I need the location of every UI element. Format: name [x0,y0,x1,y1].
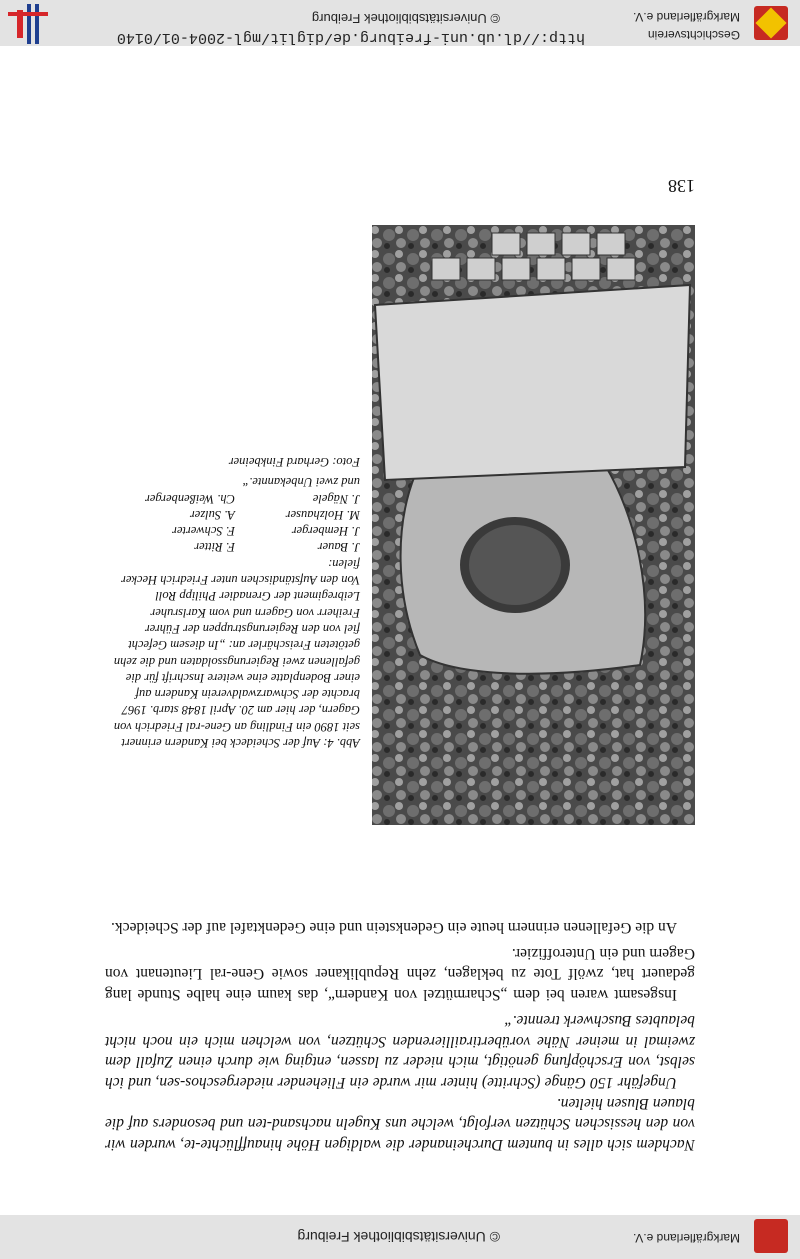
name-row [110,523,360,539]
header-url: http://dl.ub.uni-freiburg.de/diglit/mgl-2004-01/0140 [116,29,585,46]
name-left: M. Holzhauser [285,507,360,522]
name-row [110,490,360,506]
header-society-sub: Markgräflerland e.V. [633,10,740,24]
ub-freiburg-logo-icon [8,4,48,44]
header-bar [0,0,800,46]
name-row [110,539,360,555]
name-row [110,507,360,523]
header-society: Geschichtsverein [647,28,740,42]
photo-caption [110,454,360,751]
paragraph-1: Nachdem sich alles in buntem Durcheinander die waldigen Höhe hinaufflüchte-te, wurden wir von den hessischen Schützen verfolgt, welche uns Kugeln nachsand-ten und besonders auf die blauen Blusen hielten. [105,1095,695,1153]
header-library: © Universitätsbibliothek Freiburg [311,11,500,26]
memorial-photo [372,225,695,825]
footer-bar [0,1215,800,1259]
paragraph-4: An die Gefallenen erinnern heute ein Gedenkstein und eine Gedenktafel auf der Scheideck. [111,919,677,936]
caption-text: Abb. 4: Auf der Scheideck bei Kandern erinnert seit 1890 ein Findling an Gene-ral Friedrich von Gagern, der hier am 20. April 1848 starb. 1967 brachte der Schwarzwaldverein Kandern auf einer Bodenplatte eine weitere Inschrift für die gefallenen zwei Regierungssoldaten und die zehn getöteten Freischärler an: „In diesem Gefecht fiel von den Regierungstruppen der Führer Freiherr von Gagern und vom Karlsruher Leibregiment der Grenadier Philipp Roll [113,589,360,750]
name-right: F. Ritter [194,540,235,555]
name-right: A. Sulzer [189,507,235,522]
paragraph-3: Insgesamt waren bei dem „Scharmützel von Kandern“, das kaum eine halbe Stunde lang gedauert hat, zwölf Tote zu beklagen, zehn Republikaner sowie Gene-ral Lieutenant von Gagern und ein Unteroffizier. [105,945,695,1003]
society-logo-icon [754,6,788,40]
name-left: J. Hemberger [291,524,360,539]
caption-tail: und zwei Unbekannte.“ [242,475,360,490]
name-left: J. Nägele [312,491,360,506]
paragraph-2: Ungefähr 150 Gänge (Schritte) hinter mir wurde ein Fliehender niedergeschos-sen, und ich selbst, von Erschöpfung genötigt, mich nieder zu lassen, entging wie durch einen Zufall dem zweimal in meiner Nähe vorübertiraillierenden Schützen, von welchen mich ein noch nicht belaubtes Buschwerk trennte.“ [105,1012,695,1091]
footer-library: © Universitätsbibliothek Freiburg [297,1229,500,1245]
name-right: Ch. Weißenberger [144,491,235,506]
name-left: J. Bauer [317,540,360,555]
page-number: 138 [668,176,695,196]
photo-credit: Foto: Gerhard Finkbeiner [228,454,360,469]
caption-subhead: Von den Aufständischen unter Friedrich Hecker fielen: [121,556,360,588]
name-right: F. Schwerter [172,524,235,539]
society-logo-icon [754,1219,788,1253]
footer-society: Markgräflerland e.V. [633,1231,740,1245]
